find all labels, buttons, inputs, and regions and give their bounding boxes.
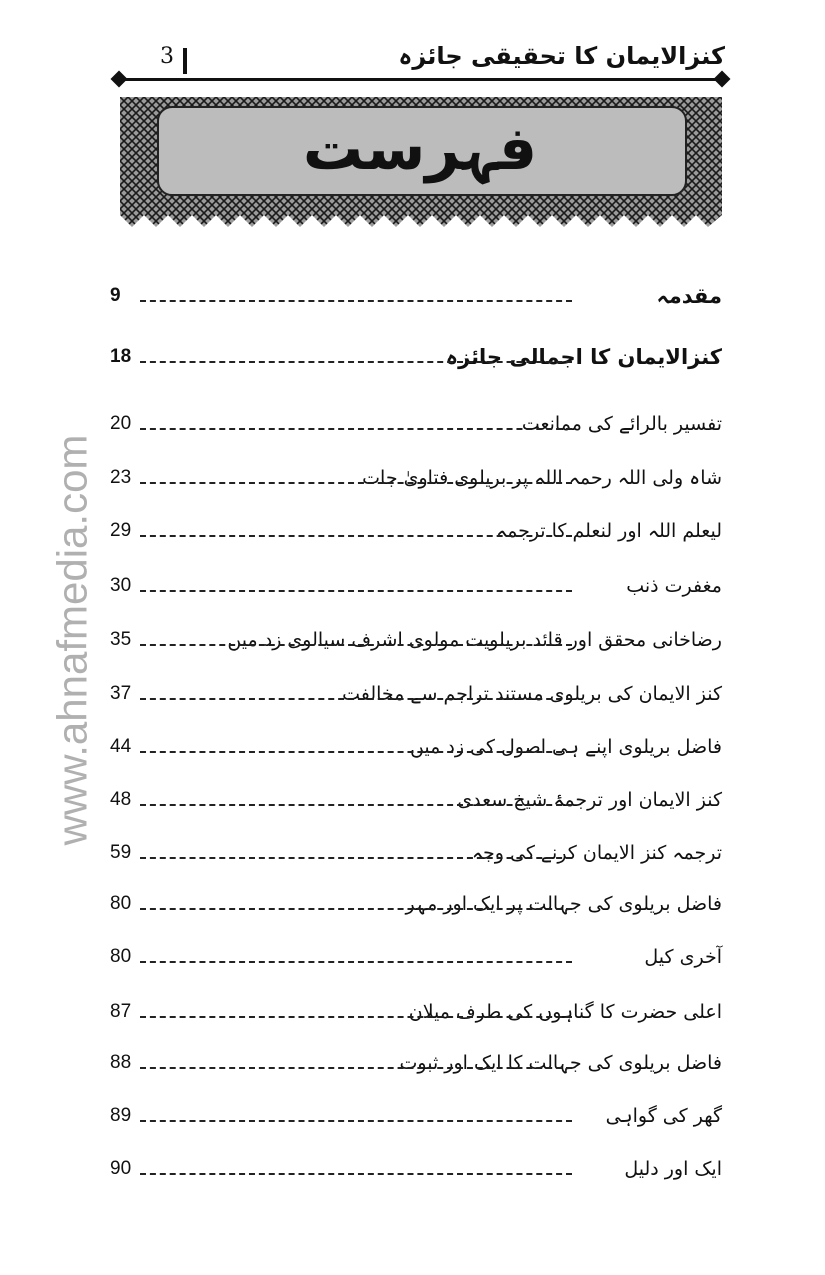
toc-row	[110, 938, 722, 972]
toc-leader	[140, 482, 572, 484]
toc-row	[110, 405, 722, 439]
toc-row	[110, 675, 722, 709]
toc-entry-page: 89	[110, 1101, 133, 1131]
toc-entry-title: تفسیر بالرائے کی ممانعت	[520, 409, 722, 439]
toc-leader	[140, 644, 572, 646]
toc-entry-title: فاضل بریلوی کی جہالت کا ایک اور ثبوت	[398, 1048, 722, 1078]
toc-entry-page: 30	[110, 571, 133, 601]
page-number: 3	[160, 44, 174, 69]
toc-entry-title: رضاخانی محقق اور قائد بریلویت مولوی اشرف سیالوی زد میں	[225, 625, 722, 655]
toc-entry-page: 44	[110, 732, 133, 762]
toc-row	[110, 885, 722, 919]
toc-entry-page: 18	[110, 342, 133, 372]
toc-leader	[140, 961, 572, 963]
toc-leader	[140, 361, 572, 363]
toc-row	[110, 277, 722, 311]
toc-entry-page: 48	[110, 785, 133, 815]
toc-leader	[140, 804, 572, 806]
toc-row	[110, 621, 722, 655]
toc-entry-title: فاضل بریلوی کی جہالت پر ایک اور مہر	[404, 889, 722, 919]
toc-entry-title: فاضل بریلوی اپنے ہی اصول کی زد میں	[408, 732, 722, 762]
toc-entry-page: 90	[110, 1154, 133, 1184]
contents-heading: فہرست	[302, 114, 538, 184]
toc-entry-title: اعلی حضرت کا گناہوں کی طرف میلان	[407, 997, 722, 1027]
toc-entry-page: 80	[110, 889, 133, 919]
toc-entry-page: 88	[110, 1048, 133, 1078]
toc-row	[110, 993, 722, 1027]
toc-leader	[140, 1120, 572, 1122]
website-watermark: www.ahnafmedia.com	[48, 434, 96, 846]
toc-row	[110, 1097, 722, 1131]
toc-entry-page: 35	[110, 625, 133, 655]
toc-row	[110, 338, 722, 372]
toc-leader	[140, 428, 572, 430]
toc-row	[110, 728, 722, 762]
toc-leader	[140, 1173, 572, 1175]
toc-entry-title: آخری کیل	[642, 942, 722, 972]
toc-row	[110, 834, 722, 868]
toc-entry-title: ایک اور دلیل	[622, 1154, 722, 1184]
toc-leader	[140, 535, 572, 537]
toc-entry-page: 9	[110, 281, 123, 311]
toc-entry-title: ترجمہ کنز الایمان کرنے کی وجہ	[470, 838, 722, 868]
toc-row	[110, 512, 722, 546]
toc-leader	[140, 698, 572, 700]
toc-entry-page: 87	[110, 997, 133, 1027]
toc-row	[110, 567, 722, 601]
toc-entry-title: مقدمہ	[654, 281, 722, 311]
toc-leader	[140, 751, 572, 753]
toc-row	[110, 1044, 722, 1078]
toc-entry-title: کنز الایمان اور ترجمۂ شیخ سعدی	[455, 785, 722, 815]
toc-leader	[140, 908, 572, 910]
toc-leader	[140, 590, 572, 592]
running-header-title: کنزالایمان کا تحقیقی جائزہ	[398, 42, 725, 70]
toc-entry-page: 80	[110, 942, 133, 972]
toc-row	[110, 1150, 722, 1184]
toc-leader	[140, 300, 572, 302]
toc-entry-title: گھر کی گواہی	[604, 1101, 722, 1131]
toc-entry-page: 23	[110, 463, 133, 493]
toc-entry-title: کنز الایمان کی بریلوی مستند تراجم سے مخالفت	[340, 679, 722, 709]
toc-entry-title: لیعلم اللہ اور لنعلم کا ترجمہ	[494, 516, 722, 546]
toc-leader	[140, 857, 572, 859]
toc-entry-title: کنزالایمان کا اجمالی جائزہ	[444, 342, 722, 372]
toc-leader	[140, 1067, 572, 1069]
toc-entry-title: مغفرت ذنب	[624, 571, 722, 601]
toc-entry-title: شاہ ولی اللہ رحمہ اللہ پر بریلوی فتاویٰ جات	[360, 463, 722, 493]
toc-row	[110, 781, 722, 815]
toc-entry-page: 20	[110, 409, 133, 439]
toc-entry-page: 59	[110, 838, 133, 868]
toc-row	[110, 459, 722, 493]
toc-leader	[140, 1016, 572, 1018]
toc-entry-page: 29	[110, 516, 133, 546]
toc-entry-page: 37	[110, 679, 133, 709]
